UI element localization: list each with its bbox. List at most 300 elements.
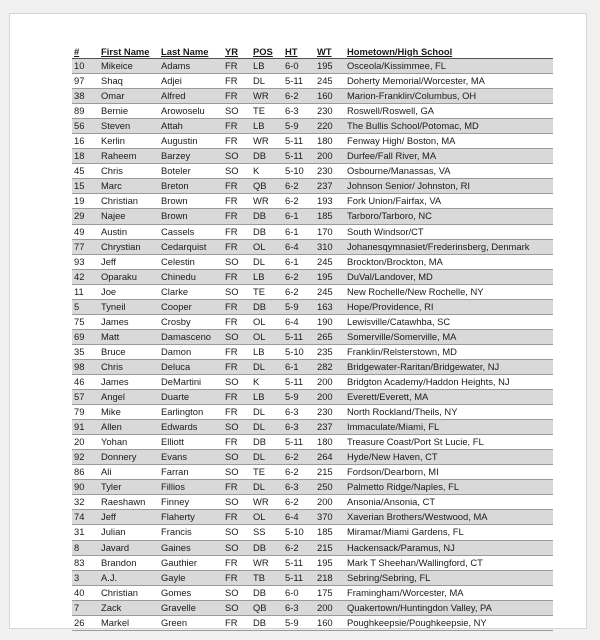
cell-weight: 215	[315, 540, 345, 555]
cell-height: 6-2	[283, 495, 315, 510]
cell-first-name: Bernie	[99, 104, 159, 119]
cell-first-name: Chris	[99, 164, 159, 179]
cell-height: 5-9	[283, 615, 315, 630]
cell-last-name: DeMartini	[159, 374, 223, 389]
cell-last-name: Adams	[159, 59, 223, 74]
cell-first-name: Julian	[99, 525, 159, 540]
cell-first-name: James	[99, 314, 159, 329]
cell-hometown: Quakertown/Huntingdon Valley, PA	[345, 600, 553, 615]
cell-position: LB	[251, 344, 283, 359]
cell-last-name: Chinedu	[159, 269, 223, 284]
cell-weight: 193	[315, 194, 345, 209]
cell-height: 5-11	[283, 435, 315, 450]
cell-number: 56	[72, 119, 99, 134]
cell-last-name: Fillios	[159, 480, 223, 495]
cell-height: 6-1	[283, 224, 315, 239]
table-row	[72, 329, 553, 344]
cell-weight: 230	[315, 164, 345, 179]
cell-first-name: Zack	[99, 600, 159, 615]
cell-last-name: Arowoselu	[159, 104, 223, 119]
cell-position: WR	[251, 555, 283, 570]
cell-hometown: New Rochelle/New Rochelle, NY	[345, 284, 553, 299]
cell-weight: 195	[315, 269, 345, 284]
cell-first-name: Jeff	[99, 254, 159, 269]
cell-first-name: Allen	[99, 420, 159, 435]
cell-position: K	[251, 164, 283, 179]
cell-first-name: James	[99, 374, 159, 389]
table-row	[72, 374, 553, 389]
cell-year: FR	[223, 59, 251, 74]
table-row	[72, 239, 553, 254]
cell-number: 5	[72, 299, 99, 314]
cell-position: LB	[251, 269, 283, 284]
cell-number: 38	[72, 89, 99, 104]
cell-height: 6-1	[283, 209, 315, 224]
cell-hometown: The Bullis School/Potomac, MD	[345, 119, 553, 134]
cell-year: FR	[223, 570, 251, 585]
table-row	[72, 480, 553, 495]
cell-year: SO	[223, 525, 251, 540]
cell-first-name: Javard	[99, 540, 159, 555]
cell-weight: 163	[315, 299, 345, 314]
cell-number: 89	[72, 104, 99, 119]
cell-hometown: Lewisville/Catawhba, SC	[345, 314, 553, 329]
cell-number: 79	[72, 405, 99, 420]
cell-first-name: Yohan	[99, 435, 159, 450]
cell-height: 6-2	[283, 450, 315, 465]
cell-year: FR	[223, 510, 251, 525]
cell-last-name: Gomes	[159, 585, 223, 600]
table-row	[72, 405, 553, 420]
table-row	[72, 495, 553, 510]
cell-weight: 160	[315, 89, 345, 104]
cell-year: FR	[223, 435, 251, 450]
cell-last-name: Breton	[159, 179, 223, 194]
cell-position: DL	[251, 480, 283, 495]
cell-height: 6-0	[283, 59, 315, 74]
cell-last-name: Duarte	[159, 390, 223, 405]
cell-number: 69	[72, 329, 99, 344]
cell-last-name: Damon	[159, 344, 223, 359]
table-row	[72, 179, 553, 194]
cell-year: FR	[223, 119, 251, 134]
cell-height: 6-3	[283, 420, 315, 435]
cell-hometown: Bridgewater-Raritan/Bridgewater, NJ	[345, 359, 553, 374]
cell-position: WR	[251, 194, 283, 209]
cell-number: 26	[72, 615, 99, 630]
cell-last-name: Crosby	[159, 314, 223, 329]
cell-weight: 245	[315, 254, 345, 269]
table-row	[72, 585, 553, 600]
table-row	[72, 209, 553, 224]
cell-hometown: Sebring/Sebring, FL	[345, 570, 553, 585]
cell-hometown: Bridgton Academy/Haddon Heights, NJ	[345, 374, 553, 389]
cell-weight: 220	[315, 119, 345, 134]
cell-position: DB	[251, 585, 283, 600]
table-row	[72, 600, 553, 615]
cell-last-name: Cooper	[159, 299, 223, 314]
header-row	[72, 44, 553, 59]
cell-last-name: Brown	[159, 194, 223, 209]
cell-number: 77	[72, 239, 99, 254]
cell-height: 6-2	[283, 284, 315, 299]
cell-first-name: Donnery	[99, 450, 159, 465]
header-hometown: Hometown/High School	[345, 44, 553, 59]
cell-position: WR	[251, 134, 283, 149]
cell-number: 57	[72, 390, 99, 405]
cell-last-name: Francis	[159, 525, 223, 540]
cell-year: SO	[223, 495, 251, 510]
cell-last-name: Attah	[159, 119, 223, 134]
cell-height: 6-3	[283, 104, 315, 119]
cell-position: TE	[251, 104, 283, 119]
table-row	[72, 570, 553, 585]
cell-height: 5-11	[283, 74, 315, 89]
cell-position: WR	[251, 89, 283, 104]
cell-position: OL	[251, 239, 283, 254]
cell-first-name: A.J.	[99, 570, 159, 585]
cell-year: FR	[223, 239, 251, 254]
cell-weight: 170	[315, 224, 345, 239]
cell-number: 29	[72, 209, 99, 224]
cell-first-name: Najee	[99, 209, 159, 224]
cell-last-name: Clarke	[159, 284, 223, 299]
cell-last-name: Boteler	[159, 164, 223, 179]
cell-year: FR	[223, 405, 251, 420]
cell-year: FR	[223, 194, 251, 209]
cell-last-name: Finney	[159, 495, 223, 510]
cell-position: LB	[251, 119, 283, 134]
cell-weight: 218	[315, 570, 345, 585]
cell-position: DB	[251, 540, 283, 555]
cell-year: SO	[223, 329, 251, 344]
cell-number: 46	[72, 374, 99, 389]
cell-height: 6-3	[283, 600, 315, 615]
cell-year: SO	[223, 420, 251, 435]
cell-first-name: Joe	[99, 284, 159, 299]
cell-last-name: Farran	[159, 465, 223, 480]
cell-hometown: Fordson/Dearborn, MI	[345, 465, 553, 480]
cell-hometown: Hackensack/Paramus, NJ	[345, 540, 553, 555]
cell-height: 6-2	[283, 194, 315, 209]
cell-weight: 200	[315, 149, 345, 164]
cell-year: FR	[223, 74, 251, 89]
cell-hometown: Durfee/Fall River, MA	[345, 149, 553, 164]
cell-hometown: Palmetto Ridge/Naples, FL	[345, 480, 553, 495]
cell-number: 86	[72, 465, 99, 480]
cell-height: 5-11	[283, 570, 315, 585]
cell-hometown: Xaverian Brothers/Westwood, MA	[345, 510, 553, 525]
cell-number: 19	[72, 194, 99, 209]
cell-number: 18	[72, 149, 99, 164]
cell-hometown: Tarboro/Tarboro, NC	[345, 209, 553, 224]
table-row	[72, 359, 553, 374]
table-row	[72, 89, 553, 104]
cell-last-name: Gayle	[159, 570, 223, 585]
cell-year: FR	[223, 89, 251, 104]
cell-weight: 180	[315, 134, 345, 149]
cell-hometown: Fork Union/Fairfax, VA	[345, 194, 553, 209]
cell-height: 6-1	[283, 359, 315, 374]
cell-height: 5-11	[283, 555, 315, 570]
cell-height: 6-3	[283, 405, 315, 420]
cell-height: 5-10	[283, 164, 315, 179]
table-row	[72, 525, 553, 540]
cell-first-name: Kerlin	[99, 134, 159, 149]
cell-hometown: Treasure Coast/Port St Lucie, FL	[345, 435, 553, 450]
cell-hometown: Poughkeepsie/Poughkeepsie, NY	[345, 615, 553, 630]
cell-year: SO	[223, 600, 251, 615]
cell-position: QB	[251, 179, 283, 194]
cell-height: 6-2	[283, 89, 315, 104]
cell-hometown: Doherty Memorial/Worcester, MA	[345, 74, 553, 89]
cell-number: 45	[72, 164, 99, 179]
cell-year: SO	[223, 585, 251, 600]
cell-weight: 200	[315, 600, 345, 615]
cell-year: FR	[223, 359, 251, 374]
header-last-name: Last Name	[159, 44, 223, 59]
cell-year: FR	[223, 299, 251, 314]
table-row	[72, 450, 553, 465]
cell-first-name: Markel	[99, 615, 159, 630]
cell-year: SO	[223, 164, 251, 179]
cell-weight: 250	[315, 480, 345, 495]
table-row	[72, 74, 553, 89]
cell-number: 40	[72, 585, 99, 600]
cell-weight: 215	[315, 465, 345, 480]
cell-last-name: Barzey	[159, 149, 223, 164]
cell-hometown: Hyde/New Haven, CT	[345, 450, 553, 465]
cell-hometown: Johanesqymnasiet/Frederinsberg, Denmark	[345, 239, 553, 254]
cell-year: SO	[223, 254, 251, 269]
cell-year: FR	[223, 224, 251, 239]
cell-position: DB	[251, 149, 283, 164]
cell-first-name: Raheem	[99, 149, 159, 164]
cell-hometown: Mark T Sheehan/Wallingford, CT	[345, 555, 553, 570]
cell-position: SS	[251, 525, 283, 540]
cell-position: OL	[251, 510, 283, 525]
cell-hometown: Ansonia/Ansonia, CT	[345, 495, 553, 510]
cell-first-name: Mike	[99, 405, 159, 420]
cell-last-name: Gaines	[159, 540, 223, 555]
cell-first-name: Oparaku	[99, 269, 159, 284]
header-weight: WT	[315, 44, 345, 59]
cell-year: SO	[223, 540, 251, 555]
cell-position: DB	[251, 615, 283, 630]
cell-height: 5-9	[283, 119, 315, 134]
cell-weight: 370	[315, 510, 345, 525]
cell-last-name: Deluca	[159, 359, 223, 374]
cell-weight: 245	[315, 284, 345, 299]
cell-position: DL	[251, 254, 283, 269]
cell-number: 42	[72, 269, 99, 284]
cell-number: 93	[72, 254, 99, 269]
cell-last-name: Alfred	[159, 89, 223, 104]
cell-last-name: Cassels	[159, 224, 223, 239]
cell-position: DB	[251, 224, 283, 239]
cell-height: 5-10	[283, 344, 315, 359]
cell-last-name: Adjei	[159, 74, 223, 89]
cell-first-name: Shaq	[99, 74, 159, 89]
cell-height: 6-4	[283, 239, 315, 254]
cell-height: 6-4	[283, 510, 315, 525]
header-first-name: First Name	[99, 44, 159, 59]
cell-number: 31	[72, 525, 99, 540]
cell-hometown: DuVal/Landover, MD	[345, 269, 553, 284]
cell-height: 5-10	[283, 525, 315, 540]
cell-first-name: Christian	[99, 194, 159, 209]
cell-height: 6-2	[283, 269, 315, 284]
cell-number: 98	[72, 359, 99, 374]
cell-hometown: Fenway High/ Boston, MA	[345, 134, 553, 149]
cell-hometown: Hope/Providence, RI	[345, 299, 553, 314]
cell-height: 6-1	[283, 254, 315, 269]
cell-hometown: Roswell/Roswell, GA	[345, 104, 553, 119]
cell-position: DL	[251, 405, 283, 420]
table-row	[72, 344, 553, 359]
cell-number: 91	[72, 420, 99, 435]
cell-year: FR	[223, 269, 251, 284]
cell-first-name: Angel	[99, 390, 159, 405]
cell-position: LB	[251, 390, 283, 405]
cell-hometown: Osbourne/Manassas, VA	[345, 164, 553, 179]
table-row	[72, 615, 553, 630]
cell-weight: 245	[315, 74, 345, 89]
cell-weight: 160	[315, 615, 345, 630]
cell-hometown: Brockton/Brockton, MA	[345, 254, 553, 269]
cell-weight: 180	[315, 435, 345, 450]
cell-year: FR	[223, 344, 251, 359]
table-row	[72, 194, 553, 209]
cell-year: SO	[223, 465, 251, 480]
roster-body	[72, 59, 553, 631]
cell-number: 11	[72, 284, 99, 299]
cell-first-name: Ali	[99, 465, 159, 480]
cell-position: DL	[251, 420, 283, 435]
cell-last-name: Gravelle	[159, 600, 223, 615]
cell-height: 5-9	[283, 390, 315, 405]
cell-position: DB	[251, 209, 283, 224]
cell-number: 75	[72, 314, 99, 329]
cell-height: 6-2	[283, 465, 315, 480]
cell-position: TE	[251, 465, 283, 480]
cell-hometown: South Windsor/CT	[345, 224, 553, 239]
table-row	[72, 299, 553, 314]
cell-position: DL	[251, 74, 283, 89]
cell-position: DB	[251, 435, 283, 450]
cell-hometown: Johnson Senior/ Johnston, RI	[345, 179, 553, 194]
cell-position: LB	[251, 59, 283, 74]
table-row	[72, 224, 553, 239]
table-row	[72, 314, 553, 329]
cell-number: 90	[72, 480, 99, 495]
cell-last-name: Damasceno	[159, 329, 223, 344]
cell-weight: 175	[315, 585, 345, 600]
table-row	[72, 254, 553, 269]
cell-weight: 230	[315, 104, 345, 119]
cell-last-name: Evans	[159, 450, 223, 465]
table-row	[72, 119, 553, 134]
header-number: #	[72, 44, 99, 59]
cell-position: OL	[251, 329, 283, 344]
cell-hometown: Osceola/Kissimmee, FL	[345, 59, 553, 74]
cell-year: FR	[223, 555, 251, 570]
cell-first-name: Jeff	[99, 510, 159, 525]
table-row	[72, 269, 553, 284]
roster-table	[72, 44, 553, 631]
cell-number: 97	[72, 74, 99, 89]
cell-year: FR	[223, 209, 251, 224]
cell-weight: 310	[315, 239, 345, 254]
cell-first-name: Steven	[99, 119, 159, 134]
header-height: HT	[283, 44, 315, 59]
cell-first-name: Matt	[99, 329, 159, 344]
cell-position: TB	[251, 570, 283, 585]
cell-number: 7	[72, 600, 99, 615]
cell-last-name: Flaherty	[159, 510, 223, 525]
cell-weight: 265	[315, 329, 345, 344]
cell-weight: 237	[315, 179, 345, 194]
cell-number: 3	[72, 570, 99, 585]
cell-weight: 237	[315, 420, 345, 435]
cell-height: 6-2	[283, 540, 315, 555]
header-position: POS	[251, 44, 283, 59]
cell-height: 5-11	[283, 329, 315, 344]
cell-last-name: Brown	[159, 209, 223, 224]
cell-position: DL	[251, 359, 283, 374]
cell-height: 5-9	[283, 299, 315, 314]
cell-last-name: Gauthier	[159, 555, 223, 570]
cell-number: 35	[72, 344, 99, 359]
cell-weight: 200	[315, 495, 345, 510]
cell-year: FR	[223, 390, 251, 405]
cell-weight: 195	[315, 59, 345, 74]
header-year: YR	[223, 44, 251, 59]
cell-last-name: Earlington	[159, 405, 223, 420]
cell-year: SO	[223, 374, 251, 389]
cell-height: 6-0	[283, 585, 315, 600]
table-row	[72, 420, 553, 435]
cell-position: QB	[251, 600, 283, 615]
table-row	[72, 164, 553, 179]
cell-last-name: Augustin	[159, 134, 223, 149]
cell-number: 32	[72, 495, 99, 510]
cell-position: OL	[251, 314, 283, 329]
cell-height: 5-11	[283, 134, 315, 149]
cell-position: DL	[251, 450, 283, 465]
table-row	[72, 390, 553, 405]
cell-first-name: Marc	[99, 179, 159, 194]
cell-weight: 185	[315, 209, 345, 224]
cell-weight: 235	[315, 344, 345, 359]
cell-hometown: North Rockland/Theils, NY	[345, 405, 553, 420]
cell-weight: 282	[315, 359, 345, 374]
cell-position: K	[251, 374, 283, 389]
cell-hometown: Franklin/Relsterstown, MD	[345, 344, 553, 359]
cell-year: SO	[223, 450, 251, 465]
cell-weight: 230	[315, 405, 345, 420]
table-row	[72, 104, 553, 119]
cell-last-name: Celestin	[159, 254, 223, 269]
cell-weight: 190	[315, 314, 345, 329]
table-row	[72, 59, 553, 74]
table-row	[72, 555, 553, 570]
cell-hometown: Framingham/Worcester, MA	[345, 585, 553, 600]
cell-position: WR	[251, 495, 283, 510]
table-row	[72, 149, 553, 164]
cell-first-name: Christian	[99, 585, 159, 600]
cell-last-name: Elliott	[159, 435, 223, 450]
